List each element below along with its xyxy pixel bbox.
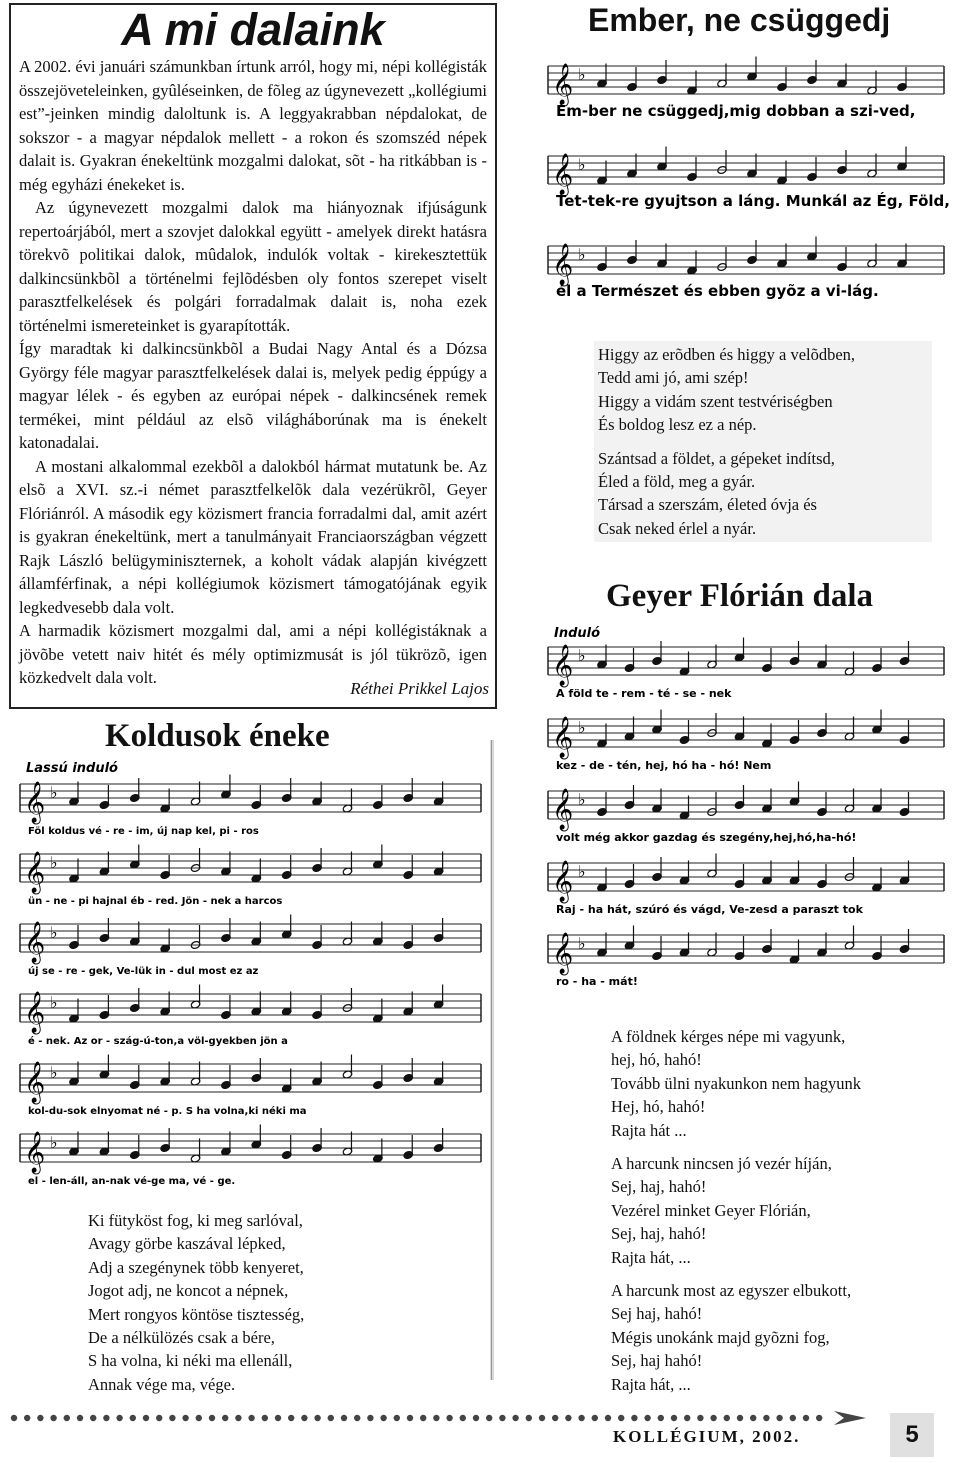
lyric-line: De a nélkülözés csak a bére, [88,1328,275,1348]
treble-clef-icon: 𝄞 [552,861,574,902]
flat-icon: ♭ [578,65,586,84]
staff-system [20,761,481,1187]
lyric-line: Sej, haj, hahó! [611,1177,707,1197]
treble-clef-icon: 𝄞 [552,717,574,758]
lyric-line: Sej haj, hahó! [611,1304,703,1324]
flat-icon: ♭ [50,923,58,942]
flat-icon: ♭ [50,1063,58,1082]
treble-clef-icon: 𝄞 [552,154,574,195]
article-paragraph: Így maradtak ki dalkincsünkbõl a Budai Nagy Antal és a Dózsa György féle magyar parasztfelkelések dalai is, melyek pedig éppúgy a magyar lélek - és egyben az európai népek - dalkincsének remek termékei, mint például az elsõ világháborúnak ma is énekelt katonadalai. [19,339,487,452]
lyric-line: Sej, haj hahó! [611,1351,703,1371]
lyrics-ember [594,341,932,542]
lyric-line: Avagy görbe kaszával lépked, [88,1234,286,1254]
lyric-line: Higgy a vidám szent testvériségben [598,391,833,411]
treble-clef-icon: 𝄞 [24,1132,46,1173]
score-lyric: volt még akkor gazdag és szegény,hej,hó,ha-hó! [556,831,857,844]
score-lyric: el - len-áll, an-nak vé-ge ma, vé - ge. [28,1176,236,1187]
score-lyric: kez - de - tén, hej, hó ha - hó! Nem [556,759,772,772]
score-ember-staves [540,52,950,334]
score-lyric: él a Természet és ebben gyõz a vi-lág. [556,282,879,300]
score-lyric: Raj - ha hát, szúró és vágd, Ve-zesd a paraszt tok [556,903,863,916]
score-lyric: ün - ne - pi hajnal éb - red. Jön - nek a harcos [28,896,283,907]
treble-clef-icon: 𝄞 [24,992,46,1033]
lyric-line: Ki fütyköst fog, ki meg sarlóval, [88,1211,303,1230]
article-paragraph: A 2002. évi januári számunkban írtunk arról, hogy mi, népi kollégisták összejöveteleinken, gyûléseinken, de fõleg az úgynevezett „kollégiumi est”-jeinken mindig daloltunk is. A leggyakrabban népdalokat, de sokszor - a magyar népdalok mellett - a rokon és szomszéd népek dalait is. Gyakran énekeltünk mozgalmi dalokat, sõt - ha ritkábban is - még egyházi énekeket is. [19,57,487,194]
flat-icon: ♭ [578,245,586,264]
staff [548,237,944,301]
lyric-line: Éled a föld, meg a gyár. [598,472,756,492]
staff [20,1055,481,1118]
lyric-line: A harcunk nincsen jó vezér híján, [611,1154,832,1174]
score-ember [540,52,950,334]
flat-icon: ♭ [578,718,586,737]
tempo-marking: Lassú induló [26,761,118,776]
staff [548,926,944,989]
score-lyric: é - nek. Az or - szág-ú-ton,a völ-gyekben jön a [28,1036,288,1047]
score-lyric: Tet-tek-re gyujtson a láng. Munkál az Ég, Föld, [556,192,950,210]
lyric-line: Jogot adj, ne koncot a népnek, [88,1281,289,1301]
flat-icon: ♭ [578,862,586,881]
treble-clef-icon: 𝄞 [24,922,46,963]
score-lyric: A föld te - rem - té - se - nek [556,687,732,700]
lyric-line: S ha volna, ki néki ma ellenáll, [88,1351,293,1371]
song-title-ember: Ember, ne csüggedj [588,2,891,38]
staff-system [548,626,944,988]
staff [20,915,481,978]
lyric-line: A földnek kérges népe mi vagyunk, [611,1027,846,1046]
flat-icon: ♭ [50,1133,58,1152]
decorative-vertical-bar [488,740,496,1380]
score-koldus-staves [12,760,487,1200]
score-lyric: ro - ha - mát! [556,975,638,988]
article-author: Réthei Prikkel Lajos [350,679,489,698]
staff [548,147,950,211]
article-paragraph: A mostani alkalommal ezekbõl a dalokból hármat mutatunk be. Az elsõ a XVI. sz.-i német parasztfelkelõk dala vezérükrõl, Geyer Flóriánról. A második egy közismert francia forradalmi dal, amit azért is gyakran énekeltünk, mert a tanulmányait Franciaországban végzett Rajk László belügyminiszternek, a koholt vádak alapján kivégzett államférfinak, a népi kollégiumok közismert támogatójának egyik legkedvesebb dala volt. [19,456,487,617]
tempo-marking: Induló [554,626,601,641]
lyric-line: Rajta hát, ... [611,1374,691,1394]
song-title-koldus: Koldusok éneke [105,718,330,754]
footer-magazine-name: KOLLÉGIUM, 2002. [613,1427,801,1446]
lyric-line: Hej, hó, hahó! [611,1097,706,1117]
staff [548,710,944,773]
lyrics-koldus [88,1209,378,1396]
song-title-geyer: Geyer Flórián dala [606,578,874,614]
staff [20,845,481,908]
lyric-line: És boldog lesz ez a nép. [598,415,757,435]
lyric-line: Sej, haj, hahó! [611,1224,707,1244]
lyric-line: Higgy az erõdben és higgy a velõdben, [598,345,856,364]
flat-icon: ♭ [578,790,586,809]
lyric-line: Rajta hát ... [611,1120,687,1140]
lyric-line: A harcunk most az egyszer elbukott, [611,1281,852,1301]
flat-icon: ♭ [50,783,58,802]
treble-clef-icon: 𝄞 [552,64,574,105]
footer-dotted-line [8,1408,868,1428]
flat-icon: ♭ [50,993,58,1012]
lyric-line: hej, hó, hahó! [611,1050,702,1070]
lyric-line: Adj a szegénynek több kenyeret, [88,1257,304,1277]
score-geyer [540,625,950,1010]
flat-icon: ♭ [578,155,586,174]
lyric-line: Rajta hát, ... [611,1247,691,1267]
staff [548,638,944,701]
treble-clef-icon: 𝄞 [552,645,574,686]
score-koldus [12,760,487,1200]
treble-clef-icon: 𝄞 [24,1062,46,1103]
treble-clef-icon: 𝄞 [552,933,574,974]
lyric-line: Annak vége ma, vége. [88,1374,236,1394]
staff-system [548,57,950,301]
article-title: A mi dalaink [121,4,385,55]
staff [548,57,944,121]
lyric-line: Tedd ami jó, ami szép! [598,368,749,388]
score-lyric: kol-du-sok elnyomat né - p. S ha volna,ki néki ma [28,1106,307,1117]
score-lyric: új se - re - gek, Ve-lük in - dul most ez az [28,966,259,977]
score-lyric: Em-ber ne csüggedj,mig dobban a szi-ved, [556,102,916,120]
treble-clef-icon: 𝄞 [24,852,46,893]
flat-icon: ♭ [578,934,586,953]
lyric-line: Társad a szerszám, életed óvja és [598,495,817,515]
score-geyer-staves [540,625,950,1010]
lyric-line: Mert rongyos köntöse tisztesség, [88,1304,305,1324]
lyric-line: Mégis unokánk majd gyõzni fog, [611,1327,830,1347]
lyric-line: Szántsad a földet, a gépeket indítsd, [598,448,835,468]
staff [20,985,481,1048]
lyrics-geyer [611,1025,911,1396]
treble-clef-icon: 𝄞 [24,782,46,823]
staff [20,1125,481,1188]
article-box [9,3,497,709]
flat-icon: ♭ [50,853,58,872]
article-paragraph: A harmadik közismert mozgalmi dal, ami a népi kollégistáknak a jövõbe vetett naiv hitét és mély optimizmusát is jól tükrözõ, igen közkedvelt dala volt. [19,621,487,687]
page-number: 5 [890,1413,934,1457]
staff [20,775,481,838]
lyric-line: Vezérel minket Geyer Flórián, [611,1200,811,1220]
staff [548,782,944,845]
lyric-line: Tovább ülni nyakunkon nem hagyunk [611,1073,861,1093]
staff [548,854,944,917]
lyric-line: Csak neked érlel a nyár. [598,518,757,538]
treble-clef-icon: 𝄞 [552,244,574,285]
score-lyric: Föl koldus vé - re - im, új nap kel, pi - ros [28,826,259,837]
article-paragraph: Az úgynevezett mozgalmi dalok ma hiányoznak ifjúságunk repertoárjából, mert a szovjet dalokkal együtt - amelyek direkt hatásra törekvõ politikai dalok, mûdalok, indulók voltak - kirekesztettük dalkincsünkbõl a történelmi fejlõdésben oly fontos szerepet viselt parasztfelkelések és polgári forradalmak dalait is, noha ezek történelmi ismereteinket is gyarapították. [19,198,487,335]
arrow-icon [834,1411,866,1425]
treble-clef-icon: 𝄞 [552,789,574,830]
flat-icon: ♭ [578,646,586,665]
